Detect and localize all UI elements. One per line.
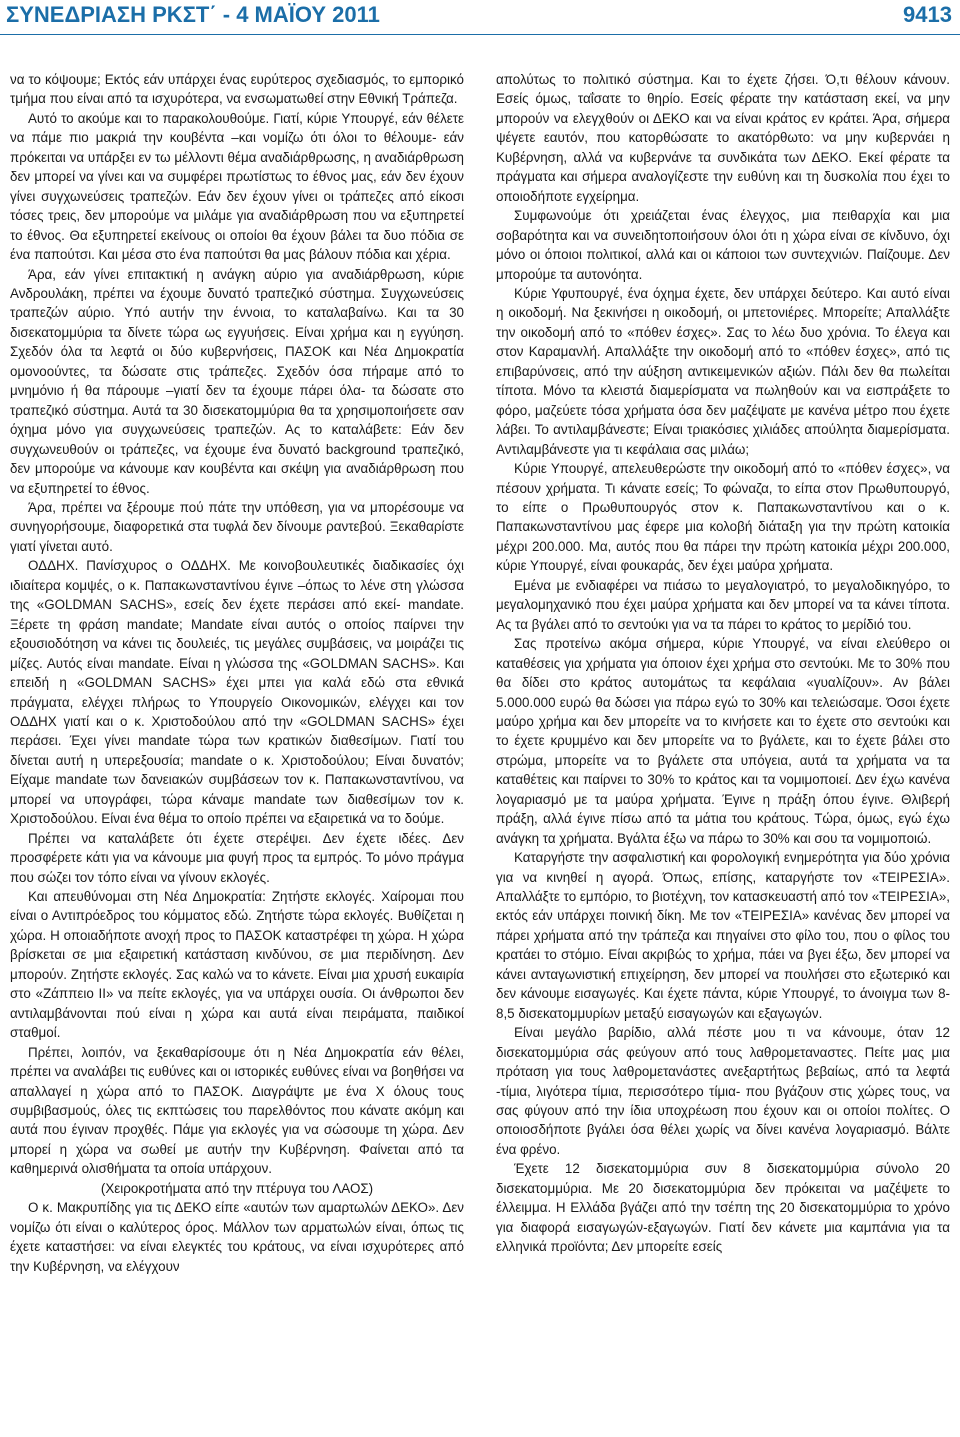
paragraph: Πρέπει, λοιπόν, να ξεκαθαρίσουμε ότι η Νέα Δημοκρατία εάν θέλει, πρέπει να αναλάβει τις ευθύνες και οι ιστορικές ευθύνες είναι να βοηθήσει να απαλλαγεί η χώρα από το ΠΑΣΟΚ. Διαγράψτε με ένα Χ όλους τους συμβιβασμούς, όλες τις εκπτώσεις του παρελθόντος που κάνατε ακόμη και αυτά που έγιναν προχθές. Πάμε για εκλογές για να σώσουμε τη χώρα. Δεν μπορεί η χώρα να σωθεί με αυτήν την Κυβέρνηση. Φαίνεται από τα καθημερινά ολισθήματα τα οποία υπάρχουν. [10,1044,464,1177]
paragraph: Άρα, πρέπει να ξέρουμε πού πάτε την υπόθεση, για να μπορέσουμε να συνηγορήσουμε, διαφορετικά στα τυφλά δεν δίνουμε ραντεβού. Ξεκαθαρίστε γιατί γίνεται αυτό. [10,499,464,554]
paragraph: απολύτως το πολιτικό σύστημα. Και το έχετε ζήσει. Ό,τι θέλουν κάνουν. Εσείς όμως, ταΐσατε το θηρίο. Εσείς φέρατε την κατάσταση εκεί, να μην μπορούν να ελεγχθούν οι ΔΕΚΟ και να είναι κράτος εν κράτει. Άρα, σήμερα ψέγετε εαυτόν, που κατορθώσατε το ακατόρθωτο: να μην κυβερνάει η Κυβέρνηση, αλλά να κυβερνάνε τα συνδικάτα των ΔΕΚΟ. Εκεί φέρατε τα πράγματα και σήμερα αναλογίζεστε την ευθύνη και τη δυσκολία που έχει το οποιοδήποτε εγχείρημα. [496,72,950,204]
session-title: ΣΥΝΕΔΡΙΑΣΗ ΡΚΣΤ΄ - 4 ΜΑΪΟΥ 2011 [6,2,380,27]
paragraph: να το κόψουμε; Εκτός εάν υπάρχει ένας ευρύτερος σχεδιασμός, το εμπορικό τμήμα που είναι από τα ισχυρότερα, να ενσωματωθεί στην Εθνική Τράπεζα. [10,72,464,107]
paragraph: Ο κ. Μακρυπίδης για τις ΔΕΚΟ είπε «αυτών των αμαρτωλών ΔΕΚΟ». Δεν νομίζω ότι είναι ο καλύτερος όρος. Μάλλον των αρματωλών είναι, όπως τις έχετε καταστήσει: να είναι ελεγκτές του κράτους, να είναι ισχυρότερες από την Κυβέρνηση, να ελέγχουν [10,1200,464,1274]
paragraph: Είναι μεγάλο βαρίδιο, αλλά πέστε μου τι να κάνουμε, όταν 12 δισεκατομμύρια σάς φεύγουν από τους λαθρομεταναστες. Πείτε μας μια πρόταση για τους λαθρομετανάστες ανεξαρτήτως βεβαίως, από τα λεφτά -τίμια, λιγότερα τίμια, περισσότερο τίμια- που βγάζουν στις χώρες τους, να σας φύγουν από την ίδια υποχρέωση που έχουν και οι οποίοι πολίτες. Ο οποιοσδήποτε βγάλει όσα θέλει χωρίς να δίνει κανένα λογαριασμό. Βάλτε ένα φρένο. [496,1025,950,1157]
right-column [496,70,950,1430]
paragraph: Αυτό το ακούμε και το παρακολουθούμε. Γιατί, κύριε Υπουργέ, εάν θέλετε να πάμε πιο μακριά την κουβέντα –και νομίζω ότι όλοι το θέλουμε- εάν πρόκειται να υπάρξει εν τω μέλλοντι θέμα αναδιάρθρωσης, η αναδιάρθρωση δεν μπορεί να γίνει και να συμφέρει πρωτίστως το έθνος μας, εάν δεν έχουν γίνει συγχωνεύσεις τραπεζών. Εάν δεν έχουν γίνει οι τράπεζες από είκοσι τόσες τρεις, δεν μπορούμε να μιλάμε για αναδιάρθρωση που να εξυπηρετεί το έθνος. Θα εξυπηρετεί εκείνους οι οποίοι θα έχουν βάλει τα δυο πόδια σε ένα παπούτσι. Και μέσα στο ένα παπούτσι θα μας βάλουν πόδια και χέρια. [10,110,464,263]
paragraph: Εμένα με ενδιαφέρει να πιάσω το μεγαλογιατρό, το μεγαλοδικηγόρο, το μεγαλομηχανικό που έχει μαύρα χρήματα και δεν μπορεί να τα κάνει τίποτα. Ας τα βγάλει από το σεντούκι για να τα πάρει το κράτος το μερίδιό του. [496,577,950,632]
left-column [10,70,464,1430]
paragraph: Πρέπει να καταλάβετε ότι έχετε στερέψει. Δεν έχετε ιδέες. Δεν προσφέρετε κάτι για να κάνουμε μια φυγή προς τα εμπρός. Το μόνο πράγμα που σώζει τον τόπο είναι να γίνουν εκλογές. [10,830,464,885]
paragraph: Κύριε Υφυπουργέ, ένα όχημα έχετε, δεν υπάρχει δεύτερο. Και αυτό είναι η οικοδομή. Να ξεκινήσει η οικοδομή, οι μπετονιέρες. Μπορείτε; Απαλλάξτε την οικοδομή από το «πόθεν έσχες». Σας το λέω δυο χρόνια. Το έλεγα και στον Καραμανλή. Απαλλάξτε την οικοδομή από το «πόθεν έσχες», από τις επιβαρύνσεις, από την αύξηση αντικειμενικών αξιών. Πάλι δεν θα πωλείται τίποτα. Μόνο τα κλειστά διαμερίσματα να πωληθούν και να εισπράξετε το φόρο, μαζεύετε τόσα χρήματα όσα δεν μαζέψατε με κανένα μέτρο που έχετε λάβει. Το αντιλαμβάνεστε; Είναι τριακόσιες χιλιάδες απούλητα διαμερίσματα. Αντιλαμβάνεστε για τι κεφάλαια σας μιλάω; [496,285,950,457]
header-rule [0,34,960,35]
page-number: 9413 [903,2,952,27]
text-columns [10,70,950,1430]
paragraph: Έχετε 12 δισεκατομμύρια συν 8 δισεκατομμύρια σύνολο 20 δισεκατομμύρια. Με 20 δισεκατομμύρια δεν πρόκειται να μαζέψετε το έλλειμμα. Η Ελλάδα βγάζει από την τσέπη της 20 δισεκατομμύρια το χρόνο για διαφορά εισαγωγών-εξαγωγών. Γιατί δεν κάνετε μια καμπάνια για τα ελληνικά προϊόντα; Δεν μπορείτε εσείς [496,1161,950,1255]
paragraph: Άρα, εάν γίνει επιτακτική η ανάγκη αύριο για αναδιάρθρωση, κύριε Ανδρουλάκη, πρέπει να έχουμε δυνατό τραπεζικό σύστημα. Συγχωνεύσεις τραπεζών αύριο. Υπό αυτήν την έννοια, το καταλαβαίνω. Και τα 30 δισεκατομμύρια τα δίνετε τώρα ως εγγυήσεις. Είναι χρήμα και η εγγύηση. Σχεδόν όλα τα λεφτά οι δύο κυβερνήσεις, ΠΑΣΟΚ και Νέα Δημοκρατία ομονοούντες, τα δώσατε στις τράπεζες. Σχεδόν όσα πήραμε από το μνημόνιο ή θα πάρουμε –γιατί δεν τα έχουμε πάρει όλα- τα δώσατε στο τραπεζικό σύστημα. Αυτά τα 30 δισεκατομμύρια θα τα χρησιμοποιήσετε σαν όχημα μόνο για συγχωνεύσεις τραπεζών. Ας το καταλάβετε: Εάν δεν συγχωνευθούν οι τράπεζες, να έχουμε ένα δυνατό background τραπεζικό, δεν μπορούμε να κάνουμε καν κουβέντα και σκέψη για αναδιάρθρωση που να εξυπηρετεί το έθνος. [10,266,464,496]
paragraph: Συμφωνούμε ότι χρειάζεται ένας έλεγχος, μια πειθαρχία και μια σοβαρότητα και να συνειδητοποιήσουν όλοι ότι η χώρα είναι σε κίνδυνο, όχι μόνο οι όποιοι πολιτικοί, αλλά και οι κάποιοι των συντεχνιών. Παίζουμε. Δεν μπορούμε τα αυτονόητα. [496,208,950,282]
paragraph: ΟΔΔΗΧ. Πανίσχυρος ο ΟΔΔΗΧ. Με κοινοβουλευτικές διαδικασίες όχι ιδιαίτερα κομψές, ο κ. Παπακωνσταντίνου έγινε –όπως το λένε στη γλώσσα της «GOLDMAN SACHS», εσείς δεν έχετε περάσει από εκεί- mandate. Ξέρετε τη φράση mandate; Mandate είναι αυτός ο οποίος παίρνει την εξουσιοδότηση να κάνει τις δουλειές, τις μεγάλες συμβάσεις, να μοιράζει τις μίζες. Αυτός είναι mandate. Είναι η γλώσσα της «GOLDMAN SACHS». Και επειδή η «GOLDMAN SACHS» έχει μπει για καλά εδώ στα εθνικά πράγματα, ελέγχει πλήρως το Υπουργείο Οικονομικών, ελέγχει και τον ΟΔΔΗΧ γιατί και ο κ. Χριστοδούλου από την «GOLDMAN SACHS» έχει περάσει. Έχει γίνει mandate τώρα των κρατικών διαθεσίμων. Γιατί του δίνεται αυτή η υπερεξουσία; mandate ο κ. Χριστοδούλου; Είναι δυνατόν; Είχαμε mandate των δανειακών συμβάσεων τον κ. Παπακωνσταντίνου, να μπορεί να υπογράφει, τώρα κάναμε mandate των διαθεσίμων τον κ. Χριστοδούλου. Είναι ένα θέμα το οποίο πρέπει να εξαιρετικά να το δούμε. [10,558,464,827]
paragraph: Κύριε Υπουργέ, απελευθερώστε την οικοδομή από το «πόθεν έσχες», να πέσουν χρήματα. Τι κάνατε εσείς; Το φώναζα, το είπα στον Πρωθυπουργό, το είπε ο Πρωθυπουργός στον κ. Παπακωνσταντίνου και ο κ. Παπακωνσταντίνου μας έφερε μια κολοβή διάταξη για την πρώτη κατοικία μέχρι 200.000. Μα, αυτός που θα πάρει την πρώτη κατοικία μέχρι 200.000, κύριε Υπουργέ, είναι φουκαράς, δεν έχει μαύρα χρήματα. [496,461,950,574]
paragraph: Και απευθύνομαι στη Νέα Δημοκρατία: Ζητήστε εκλογές. Χαίρομαι που είναι ο Αντιπρόεδρος του κόμματος εδώ. Ζητήστε τώρα εκλογές. Βυθίζεται η χώρα. Η οποιαδήποτε ανοχή προς το ΠΑΣΟΚ καταστρέφει τη χώρα. Η χώρα βρίσκεται σε μια εξαιρετική κατάσταση κινδύνου, σε μια περιδίνηση. Δεν μπορούν. Ζητήστε εκλογές. Σας καλώ να το κάνετε. Είναι μια χρυσή ευκαιρία στο «Ζάππειο ΙΙ» να πείτε εκλογές, για να υπάρχει ουσία. Οι άνθρωποι δεν αντιλαμβάνονται πού είναι η χώρα και αυτά είναι πειράματα, παιδικοί σταθμοί. [10,889,464,1041]
paragraph: Καταργήστε την ασφαλιστική και φορολογική ενημερότητα για δύο χρόνια για να κινηθεί η αγορά. Όπως, επίσης, καταργήστε τον «ΤΕΙΡΕΣΙΑ». Απαλλάξτε το εμπόριο, το βιοτέχνη, τον κατασκευαστή από τον «ΤΕΙΡΕΣΙΑ», εκτός εάν υπάρχει ποινική δίκη. Με τον «ΤΕΙΡΕΣΙΑ» κανένας δεν μπορεί να πάρει χρήματα από την τράπεζα και πηγαίνει στο φίλο του, που ο φίλος του κρατάει το στόμιο. Είναι ακριβώς το χρήμα, πάει να βγει έξω, δεν μπορεί να κάνει ανταγωνιστική επιχείρηση, δεν μπορεί να πουλήσει στο εξωτερικό και δεν κάνουμε εισαγωγές. Και έχετε πάντα, κύριε Υπουργέ, το άνοιγμα των 8-8,5 δισεκατομμυρίων μεταξύ εισαγωγών και εξαγωγών. [496,850,950,1021]
applause-note: (Χειροκροτήματα από την πτέρυγα του ΛΑΟΣ) [100,1180,374,1196]
paragraph: Σας προτείνω ακόμα σήμερα, κύριε Υπουργέ, να είναι ελεύθερο οι καταθέσεις για χρήματα για όποιον έχει χρήμα στο σεντούκι. Με το 30% που θα δίδει στο κράτος αυτομάτως τα κεφάλαια «γυαλίζουν». Αν βάλει 5.000.000 ευρώ θα δώσει για πάρω εγώ το 30% και τελειώσαμε. Όσοι έχετε μαύρο χρήμα και δεν μπορείτε να το κινήσετε και το έχετε στο σεντούκι και το έχετε κρυμμένο και δεν μπορείτε να το βγάλετε, και το έχετε βάλει στο στρώμα, μπορείτε να το βγάλετε στα υπόγεια, αυτά τα χρήματα να τα καταθέτεις και παίρνει το 30% το κράτος και τα νομιμοποιεί. Δεν έχω κανένα λογαριασμό με τα μαύρα χρήματα. Έγινε η πράξη όπου έγινε. Θλιβερή πράξη, αλλά έγινε πίσω από τα μάτια του κράτους. Τώρα, όμως, εγώ έχω ανάγκη τα χρήματα. Βγάλτα έξω να πάρω το 30% και σου τα νομιμοποιώ. [496,636,950,846]
